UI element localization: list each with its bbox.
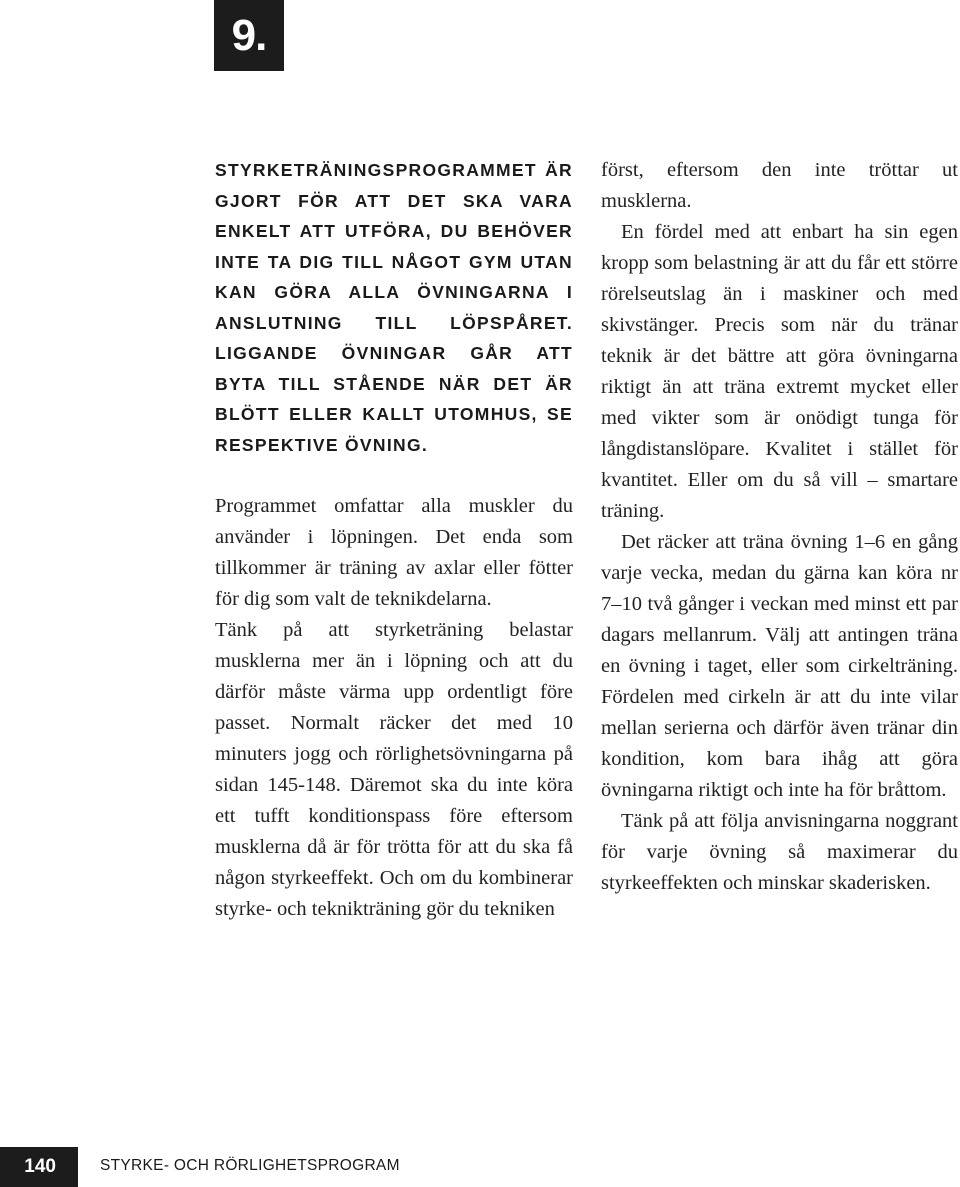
page-number: 140	[0, 1147, 78, 1187]
body-paragraph: Det räcker att träna övning 1–6 en gång varje vecka, medan du gärna kan köra nr 7–10 två gånger i veckan med minst ett par dagars mellanrum. Välj att antingen träna en övning i taget, eller som cirkelträning. Fördelen med cirkeln är att du inte vilar mellan serierna och därför även tränar din kondition, kom bara ihåg att göra övningarna riktigt och inte ha för bråttom.	[601, 531, 958, 801]
left-column	[215, 155, 573, 925]
chapter-number: 9.	[214, 0, 284, 71]
intro-text: STYRKETRÄNINGSPROGRAMMET ÄR GJORT FÖR ATT DET SKA VARA ENKELT ATT UTFÖRA, DU BEHÖVER INTE TA DIG TILL NÅGOT GYM UTAN KAN GÖRA ALLA ÖVNINGARNA I ANSLUTNING TILL LÖPSPÅRET. LIGGANDE ÖVNINGAR GÅR ATT BYTA TILL STÅENDE NÄR DET ÄR BLÖTT ELLER KALLT UTOMHUS, SE RESPEKTIVE ÖVNING.	[215, 160, 573, 455]
body-paragraph: Tänk på att styrketräning belastar musklerna mer än i löpning och att du därför måste värma upp ordentligt före passet. Normalt räcker det med 10 minuters jogg och rörlighetsövningarna på sidan 145-148. Däremot ska du inte köra ett tufft konditionspass före eftersom musklerna då är för trötta för att du ska få någon styrkeeffekt. Och om du kombinerar styrke- och teknikträning gör du tekniken	[215, 619, 573, 920]
right-column	[601, 155, 958, 899]
body-paragraph: Programmet omfattar alla muskler du använder i löpningen. Det enda som tillkommer är träning av axlar eller fötter för dig som valt de teknikdelarna.	[215, 495, 573, 610]
spacer	[215, 460, 573, 491]
body-paragraph: En fördel med att enbart ha sin egen kropp som belastning är att du får ett större rörelseutslag än i maskiner och med skivstänger. Precis som när du tränar teknik är det bättre att göra övningarna riktigt än att träna extremt mycket eller med vikter som är onödigt tunga för långdistanslöpare. Kvalitet i stället för kvantitet. Eller om du så vill – smartare träning.	[601, 221, 958, 522]
body-paragraph: först, eftersom den inte tröttar ut musklerna.	[601, 159, 958, 212]
running-title: STYRKE- OCH RÖRLIGHETSPROGRAM	[100, 1157, 400, 1174]
body-paragraph: Tänk på att följa anvisningarna noggrant för varje övning så maximerar du styrkeeffekten och minskar skaderisken.	[601, 810, 958, 894]
